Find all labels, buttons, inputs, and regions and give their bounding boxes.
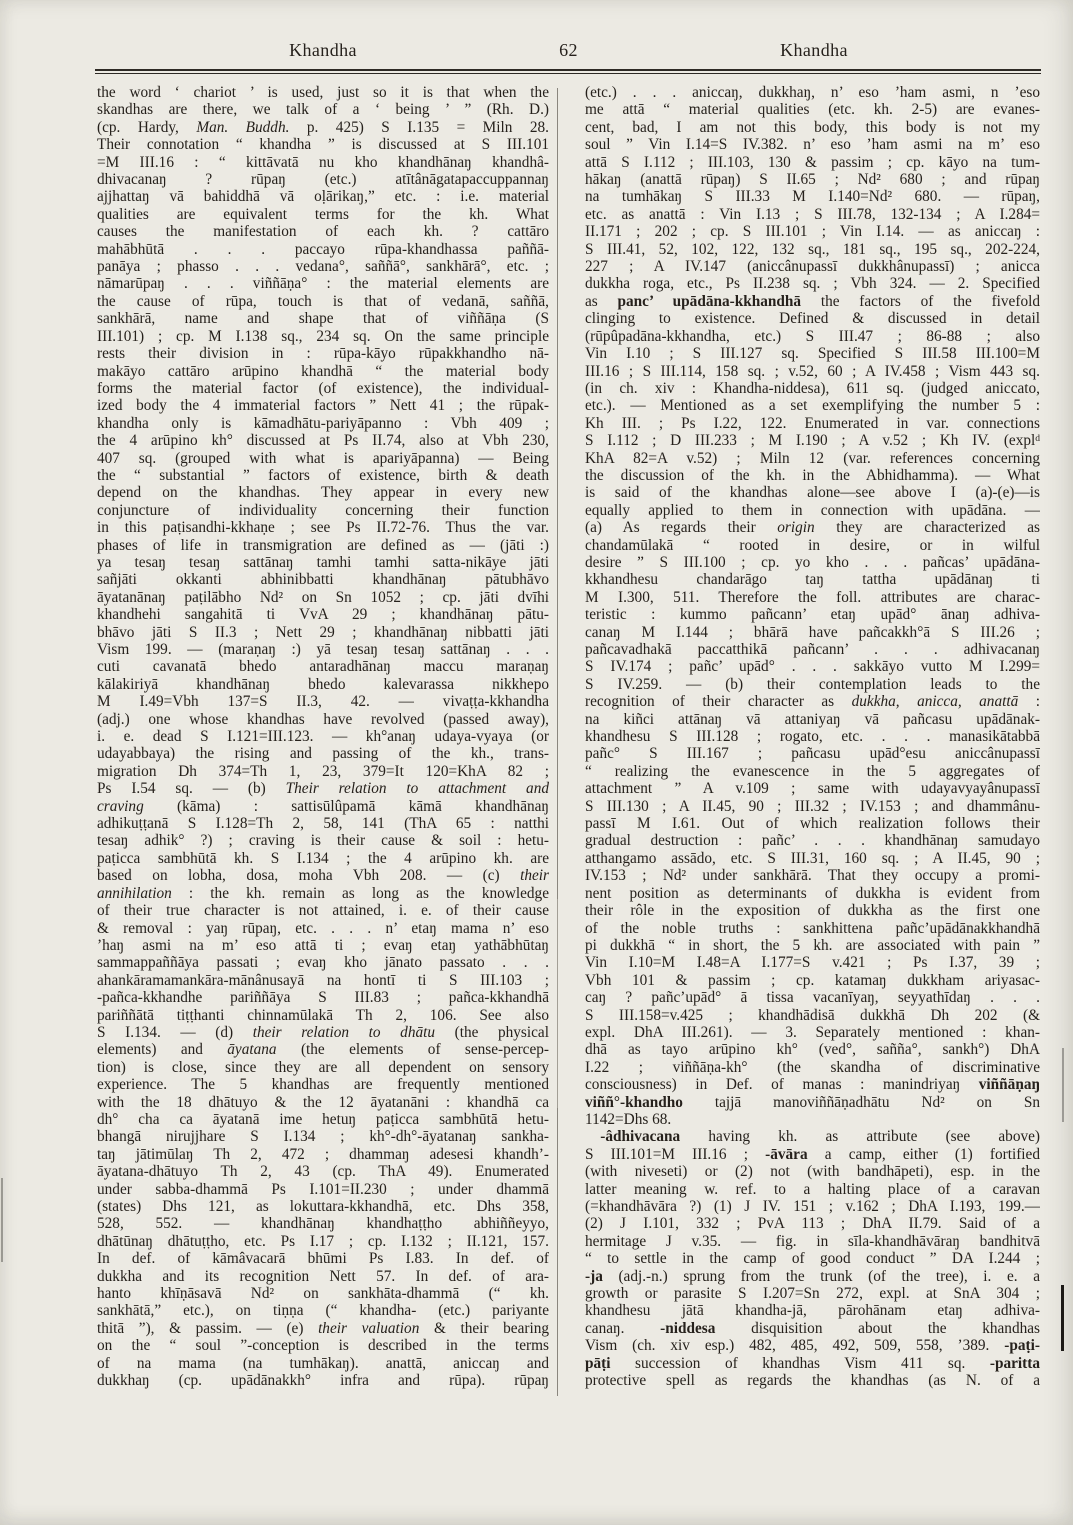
text-line: Vism (ch. xiv esp.) 482, 485, 492, 509, 558, ’389. -paṭi- [585, 1337, 1040, 1355]
column-left [97, 84, 549, 1389]
text-line: migration Dh 374=Th 1, 23, 379=It 120=KhA 82 ; [97, 762, 549, 780]
text-line: 227 ; A IV.147 (aniccânupassī dukkhânupassī) ; anicca [585, 258, 1040, 276]
text-line: phases of life in transmigration are defined as — (jāti :) [97, 536, 549, 554]
text-line: clinging to existence. Defined & discussed in detail [585, 310, 1040, 328]
column-right [585, 84, 1040, 1389]
text-line: ahankāramamankāra-mānânusayā na hontī ti S III.103 ; [97, 971, 549, 989]
text-line: pāṭi succession of khandhas Vism 411 sq. -paritta [585, 1354, 1040, 1372]
text-line: S I.112 ; D III.233 ; M I.190 ; A v.52 ; Kh IV. (expl$^d$ [585, 432, 1040, 450]
text-line: khandhesu jātā khandha-jā, pārohānam etaŋ adhiva- [585, 1302, 1040, 1320]
text-line: nent position as determinants of dukkha is evident from [585, 884, 1040, 902]
text-line: =M III.16 : “ kittāvatā nu kho khandhānaŋ khandhâ- [97, 153, 549, 171]
text-line: IV.153 ; Nd² under sankhārā. That they occupy a promi- [585, 867, 1040, 885]
text-line: passī M I.61. Out of which realization follows their [585, 815, 1040, 833]
text-line: III.16 ; S III.114, 158 sq. ; v.52, 60 ; A IV.458 ; Vism 443 sq. [585, 362, 1040, 380]
text-line: the 4 arūpino kh° discussed at Ps II.74, also at Vbh 230, [97, 432, 549, 450]
text-line: caŋ ? pañc’upād° ā tissa vacanīyaŋ, seyyathīdaŋ . . . [585, 989, 1040, 1007]
text-line: consciousness) in Def. of manas : manindriyaŋ viññāṇaŋ [585, 1076, 1040, 1094]
text-line: teristic : kummo pañcann’ etaŋ upād° ānaŋ adhiva- [585, 606, 1040, 624]
text-line: elements) and āyatana (the elements of sense-percep- [97, 1041, 549, 1059]
column-separator-rule [557, 88, 558, 1396]
scan-artifact [1, 1178, 3, 1262]
text-line: na kiñci attānaŋ vā attaniyaŋ vā pañcasu upādānak- [585, 710, 1040, 728]
text-line: depend on the khandhas. They appear in every new [97, 484, 549, 502]
text-line: based on lobha, dosa, moha Vbh 208. — (c) their [97, 867, 549, 885]
text-line: atthangamo assādo, etc. S III.31, 160 sq. ; A II.45, 90 ; [585, 849, 1040, 867]
text-line: ’haŋ asmi na m’ eso attā ti ; evaŋ etaŋ yathābhūtaŋ [97, 936, 549, 954]
text-line: paṭicca sambhūtā kh. S I.134 ; the 4 arūpino kh. are [97, 849, 549, 867]
text-line: sankhātā,” etc.), on tiṇṇa (“ khandha- (etc.) pariyante [97, 1302, 549, 1320]
text-line: Vin I.10=M I.48=A I.177=S v.421 ; Ps I.37, 39 ; [585, 954, 1040, 972]
text-line: forms the material factor (of existence), the individual- [97, 379, 549, 397]
text-line: M I.49=Vbh 137=S II.3, 42. — vivaṭṭa-kkhandha [97, 693, 549, 711]
text-line: (=khandhāvāra ?) (1) J IV. 151 ; v.162 ; DhA I.193, 199.— [585, 1198, 1040, 1215]
text-line: etc. as anattā : Vin I.13 ; S III.78, 132-134 ; A I.284= [585, 205, 1040, 223]
text-line: latter meaning w. ref. to a halting place of a caravan [585, 1180, 1040, 1198]
text-line: dukkha roga, etc., Ps II.238 sq. ; Vbh 324. — 2. Specified [585, 275, 1040, 293]
text-line: the word ‘ chariot ’ is used, just so it is that when the [97, 84, 549, 101]
text-line: (states) Dhs 121, as lokuttara-kkhandhā, etc. Dhs 358, [97, 1198, 549, 1215]
text-line: tion) is close, since they are all dependent on sensory [97, 1058, 549, 1076]
running-header [97, 40, 1040, 61]
text-line: hanto khīṇāsavā Nd² on sankhāta-dhammā (“ kh. [97, 1285, 549, 1303]
text-line: under sabba-dhammā Ps I.101=II.230 ; under dhammā [97, 1180, 549, 1198]
text-line: āyatana-dhātuyo Th 2, 43 (cp. ThA 49). Enumerated [97, 1163, 549, 1181]
text-line: ya tesaŋ tesaŋ sattānaŋ tamhi tamhi satta-nikāye jāti [97, 553, 549, 571]
text-line: etc.). — Mentioned as a set exemplifying the number 5 : [585, 397, 1040, 415]
text-line: dhātūnaŋ dhātuṭṭho, etc. Ps I.17 ; cp. I.132 ; II.121, 157. [97, 1232, 549, 1250]
text-line: hermitage J v.35. — fig. in sīla-khandhāvāraŋ bandhitvā [585, 1232, 1040, 1250]
text-line: protective spell as regards the khandhas (as N. of a [585, 1372, 1040, 1390]
text-line: khandhesu S III.128 ; rogato, etc. . . . manasikātabbā [585, 728, 1040, 746]
text-line: soul ” Vin I.14=S IV.382. n’ eso ’ham asmi na m’ eso [585, 136, 1040, 154]
text-line: hākaŋ (anattā rūpaŋ) S II.65 ; Nd² 680 ; and rūpaŋ [585, 171, 1040, 189]
text-line: S IV.174 ; pañc’ upād° . . . sakkāyo vutto M I.299= [585, 658, 1040, 676]
text-line: pañcavadhakā paccatthikā pañcann’ . . . adhivacanaŋ [585, 641, 1040, 658]
text-line: gradual destruction : pañc’ . . . khandhānaŋ samudayo [585, 832, 1040, 850]
text-line: I.22 ; viññāṇa-kh° (the skandha of discriminative [585, 1058, 1040, 1076]
text-line: nāmarūpaŋ . . . viññāṇa° : the material elements are [97, 275, 549, 293]
text-line: -pañca-kkhandhe pariññāya S III.83 ; pañca-kkhandhā [97, 989, 549, 1007]
text-line: & removal : yaŋ rūpaŋ, etc. . . . n’ etaŋ mama n’ eso [97, 919, 549, 937]
text-line: KhA 82=A v.52) ; Miln 12 (var. references concerning [585, 449, 1040, 467]
text-line: sañjāti okkanti abhinibbatti khandhānaŋ pātubhāvo [97, 571, 549, 589]
text-line: kālakiriyā khandhānaŋ bhedo kalevarassa nikkhepo [97, 675, 549, 693]
text-line: M I.300, 511. Therefore the foll. attributes are charac- [585, 588, 1040, 606]
text-line: canaŋ M I.144 ; bhārā have pañcakkh°ā S III.26 ; [585, 623, 1040, 641]
text-line: viññ°-khandho tajjā manoviññāṇadhātu Nd² on Sn [585, 1093, 1040, 1111]
text-line: equally applied to them in connection with upādāna. — [585, 501, 1040, 519]
text-line: kkhandhesu chandarāgo taŋ tattha upādānaŋ ti [585, 571, 1040, 589]
text-line: the cause of rūpa, touch is that of vedanā, saññā, [97, 292, 549, 310]
text-line: makāyo cattāro arūpino khandhā “ the material body [97, 362, 549, 380]
text-line: S III.130 ; A II.45, 90 ; III.32 ; IV.153 ; and dhammânu- [585, 797, 1040, 815]
text-line: “ realizing the evanescence in the 5 aggregates of [585, 762, 1040, 780]
text-line: of their true character is not attained, i. e. of their cause [97, 902, 549, 920]
text-line: pi dukkhā “ in short, the 5 kh. are associated with pain ” [585, 936, 1040, 954]
text-line: “ to settle in the camp of good conduct ” DA I.244 ; [585, 1250, 1040, 1268]
text-line: sammappaññāya passati ; evaŋ kho jānato passato . . . [97, 954, 549, 972]
text-line: bhāvo jāti S II.3 ; Nett 29 ; khandhānaŋ nibbatti jāti [97, 623, 549, 641]
text-line: the “ substantial ” factors of existence, birth & death [97, 466, 549, 484]
page-number: 62 [559, 40, 578, 60]
text-line: sankhārā, name and shape that of viññāṇa (S [97, 310, 549, 328]
text-line: growth or parasite S I.207=Sn 272, expl. at SnA 304 ; [585, 1285, 1040, 1303]
text-line: on the “ soul ”-conception is described in the terms [97, 1337, 549, 1355]
text-line: (2) J I.101, 332 ; PvA 113 ; DhA II.79. Said of a [585, 1215, 1040, 1233]
text-line: me attā “ material qualities (etc. kh. 2-5) are evanes- [585, 101, 1040, 119]
text-line: ajjhattaŋ vā bahiddhā vā oḷārikaŋ,” etc. : i.e. material [97, 188, 549, 206]
text-line: In def. of kāmâvacarā bhūmi Ps I.83. In def. of [97, 1250, 549, 1268]
text-line: rests their division in : rūpa-kāyo rūpakkhandho nā- [97, 345, 549, 363]
text-line: ized body the 4 immaterial factors ” Nett 41 ; the rūpak- [97, 397, 549, 415]
text-line: taŋ jātimūlaŋ Th 2, 472 ; dhammaŋ adesesi khandh’- [97, 1145, 549, 1163]
text-line: Vism 199. — (maraṇaŋ :) yā tesaŋ tesaŋ sattānaŋ . . . [97, 641, 549, 658]
text-line: canaŋ. -niddesa disquisition about the khandhas [585, 1319, 1040, 1337]
text-line: āyatanānaŋ paṭilābho Nd² on Sn 1052 ; cp. jāti dvīhi [97, 588, 549, 606]
text-line: khandha only is kāmadhātu-pariyāpanno : Vbh 409 ; [97, 414, 549, 432]
text-line: i. e. dead S I.121=III.123. — kh°anaŋ udaya-vyaya (or [97, 728, 549, 746]
text-line: (etc.) . . . aniccaŋ, dukkhaŋ, n’ eso ’ham asmi, n ’eso [585, 84, 1040, 101]
text-line: dhivacanaŋ ? rūpaŋ (etc.) atītânāgatapaccuppannaŋ [97, 171, 549, 189]
text-line: (a) As regards their origin they are characterized as [585, 519, 1040, 537]
text-line: of the noble truths : sankhittena pañc’upādānakkhandhā [585, 919, 1040, 937]
text-line: -ja (adj.-n.) sprung from the trunk (of the tree), i. e. a [585, 1267, 1040, 1285]
text-line: -âdhivacana having kh. as attribute (see above) [600, 1128, 1040, 1146]
text-line: S III.41, 52, 102, 122, 132 sq., 181 sq., 195 sq., 202-224, [585, 240, 1040, 258]
text-line: Their connotation “ khandha ” is discussed at S III.101 [97, 136, 549, 154]
text-line: bhangā nirujjhare S I.134 ; kh°-dh°-āyatanaŋ sankha- [97, 1128, 549, 1146]
text-line: thitā ”), & passim. — (e) their valuation & their bearing [97, 1319, 549, 1337]
text-line: qualities are equivalent terms for the kh. What [97, 205, 549, 223]
text-line: na tumhākaŋ S III.33 M I.140=Nd² 680. — rūpaŋ, [585, 188, 1040, 206]
text-line: Kh III. ; Ps I.22, 122. Enumerated in var. connections [585, 414, 1040, 432]
text-line: (cp. Hardy, Man. Buddh. p. 425) S I.135 = Miln 28. [97, 118, 549, 136]
text-line: dh° cha ca āyatanā ime hetuŋ paṭicca sambhūtā hetu- [97, 1110, 549, 1128]
text-line: S IV.259. — (b) their contemplation leads to the [585, 675, 1040, 693]
text-line: Vin I.10 ; S III.127 sq. Specified S III.58 III.100=M [585, 345, 1040, 363]
text-line: 407 sq. (grouped with what is apariyāpanna) — Being [97, 449, 549, 467]
text-line: 1142=Dhs 68. [585, 1110, 672, 1128]
text-line: cuti cavanatā bhedo antaradhānaŋ maccu maraṇaŋ [97, 658, 549, 676]
text-line: recognition of their character as dukkha, anicca, anattā : [585, 693, 1040, 711]
text-line: Vbh 101 & passim ; cp. katamaŋ dukkham ariyasac- [585, 971, 1040, 989]
text-line: (with niveseti) or (2) not (with bandhāpeti), esp. in the [585, 1163, 1040, 1181]
scan-artifact [1062, 1048, 1064, 1122]
text-line: is said of the khandhas alone—see above I (a)-(e)—is [585, 484, 1040, 502]
text-line: experience. The 5 khandhas are frequently mentioned [97, 1076, 549, 1094]
text-line: pariññātā tiṭṭhanti chinnamūlakā Th 2, 106. See also [97, 1006, 549, 1024]
running-head-right: Khandha [780, 40, 848, 60]
text-line: desire ” S III.100 ; cp. yo kho . . . pañcas’ upādāna- [585, 553, 1040, 571]
text-line: pañc° S III.167 ; pañcasu upād°esu aniccânupassī [585, 745, 1040, 763]
header-rule [95, 69, 1041, 74]
text-line: their rôle in the exposition of dukkha as the first one [585, 902, 1040, 920]
text-line: khandhehi sangahitā ti VvA 29 ; khandhānaŋ pātu- [97, 606, 549, 624]
text-line: attachment ” A v.109 ; same with udayavyayânupassī [585, 780, 1040, 798]
text-line: III.101) ; cp. M I.138 sq., 234 sq. On the same principle [97, 327, 549, 345]
text-line: skandhas are there, we talk of a ‘ being ’ ” (Rh. D.) [97, 101, 549, 119]
text-line: Ps I.54 sq. — (b) Their relation to attachment and [97, 780, 549, 798]
text-line: craving (kāma) : sattisūlûpamā kāmā khandhānaŋ [97, 797, 549, 815]
text-line: as panc’ upādāna-kkhandhā the factors of the fivefold [585, 292, 1040, 310]
text-line: (adj.) one whose khandhas have revolved (passed away), [97, 710, 549, 728]
scan-artifact [1061, 1285, 1064, 1351]
text-line: dukkha and its recognition Nett 57. In def. of ara- [97, 1267, 549, 1285]
running-head-left: Khandha [289, 40, 357, 60]
text-line: of na mama (na tumhākaŋ). anattā, aniccaŋ and [97, 1354, 549, 1372]
text-line: adhikuṭṭanā S I.128=Th 2, 58, 141 (ThA 65 : natthi [97, 815, 549, 833]
text-line: in this paṭisandhi-kkhaṇe ; see Ps II.72-76. Thus the var. [97, 519, 549, 537]
text-line: chandamūlakā “ rooted in desire, or in wilful [585, 536, 1040, 554]
text-line: S III.158=v.425 ; khandhādisā dukkhā Dh 202 (& [585, 1006, 1040, 1024]
text-line: (rūpûpadāna-kkhandha, etc.) S III.47 ; 86-88 ; also [585, 327, 1040, 345]
text-line: dhā as tayo arūpino kh° (ved°, sañña°, sankh°) DhA [585, 1041, 1040, 1059]
text-line: mahābhūtā . . . paccayo rūpa-khandhassa paññā- [97, 240, 549, 258]
text-line: attā S I.112 ; III.103, 130 & passim ; cp. kāyo na tum- [585, 153, 1040, 171]
text-line: expl. DhA III.261). — 3. Separately mentioned : khan- [585, 1023, 1040, 1041]
text-line: dukkhaŋ (cp. upādānakkh° infra and rūpa). rūpaŋ [97, 1372, 549, 1390]
text-line: cent, bad, I am not this body, this body is not my [585, 118, 1040, 136]
text-line: 528, 552. — khandhānaŋ khandhaṭṭho abhiññeyyo, [97, 1215, 549, 1233]
text-line: causes the manifestation of each kh. ? cattāro [97, 223, 549, 241]
text-line: II.171 ; 202 ; cp. S III.101 ; Vin I.14. — as aniccaŋ : [585, 223, 1040, 241]
text-line: udayabbaya) the rising and passing of the kh., trans- [97, 745, 549, 763]
text-line: conjuncture of individuality concerning their function [97, 501, 549, 519]
text-line: panāya ; phasso . . . vedana°, saññā°, sankhārā°, etc. ; [97, 258, 549, 276]
text-line: the discussion of the kh. in the Abhidhamma). — What [585, 466, 1040, 484]
text-line: tesaŋ adhik° ?) ; craving is their cause & soil : hetu- [97, 832, 549, 850]
text-line: S I.134. — (d) their relation to dhātu (the physical [97, 1023, 549, 1041]
text-line: with the 18 dhātuyo & the 12 āyatanāni : khandhā ca [97, 1093, 549, 1111]
text-line: annihilation : the kh. remain as long as the knowledge [97, 884, 549, 902]
text-line: S III.101=M III.16 ; -āvāra a camp, either (1) fortified [585, 1145, 1040, 1163]
text-line: (in ch. xiv : Khandha-niddesa), 611 sq. (judged aniccato, [585, 379, 1040, 397]
